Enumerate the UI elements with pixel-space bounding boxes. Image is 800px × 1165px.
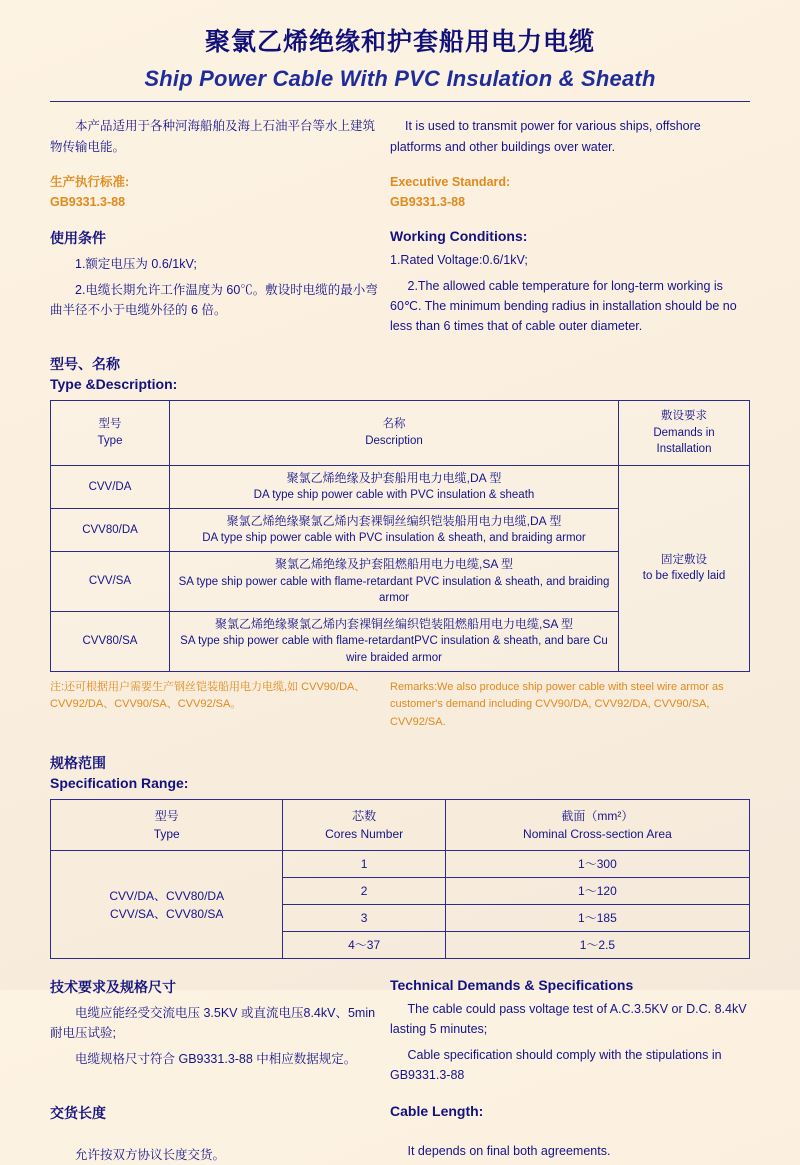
- row-type-2: CVV/SA: [51, 552, 170, 612]
- specification-range-table: [50, 799, 750, 959]
- range-area-2: 1～185: [445, 905, 749, 932]
- range-type-0: CVV/DA、CVV80/DA: [109, 888, 225, 903]
- working-conditions-line1-cn: 1.额定电压为 0.6/1kV;: [75, 257, 197, 271]
- header-type: [51, 401, 170, 466]
- header-divider: [50, 101, 750, 102]
- demands-cell: [619, 466, 750, 672]
- note-en: Remarks:We also produce ship power cable with steel wire armor as customer's demand including CVV90/DA, CVV92/DA, CVV90/SA, CVV92/SA.: [390, 680, 724, 728]
- technical-line1-en: The cable could pass voltage test of A.C.3.5KV or D.C. 8.4kV lasting 5 minutes;: [390, 1002, 747, 1037]
- technical-line2-en: Cable specification should comply with the stipulations in GB9331.3-88: [390, 1048, 722, 1083]
- type-section-heading: [50, 354, 750, 392]
- working-conditions-line2-cn: 2.电缆长期允许工作温度为 60℃。敷设时电缆的最小弯曲半径不小于电缆外径的 6 倍。: [50, 283, 378, 317]
- header-range-type-en: Type: [153, 827, 180, 842]
- row-type-1: CVV80/DA: [51, 509, 170, 552]
- technical-cn: [50, 977, 390, 1085]
- working-conditions-cn: [50, 212, 390, 336]
- demands-value-cn: 固定敷设: [661, 553, 707, 566]
- executive-standard-en: [390, 173, 750, 212]
- cable-length-en: [390, 1103, 750, 1165]
- header-demands-cn: 敷设要求: [661, 410, 707, 422]
- header-description-cn: 名称: [382, 418, 406, 431]
- row-description-1: [170, 509, 619, 552]
- technical-title-cn: 技术要求及规格尺寸: [50, 979, 176, 996]
- working-conditions-section: [50, 212, 750, 336]
- header-range-cores-en: Cores Number: [325, 827, 404, 842]
- row-description-cn-1: 聚氯乙烯绝缘聚氯乙烯内套裸铜丝编织铠装船用电力电缆,DA 型: [226, 514, 562, 529]
- demands-value-en: to be fixedly laid: [642, 570, 726, 583]
- row-description-en-3: SA type ship power cable with flame-retardantPVC insulation & sheath, and bare Cu wire braided armor: [180, 635, 608, 664]
- header-demands-en2: Installation: [656, 443, 712, 456]
- cable-length-section: [50, 1103, 750, 1165]
- row-description-cn-3: 聚氯乙烯绝缘聚氯乙烯内套裸铜丝编织铠装阻燃船用电力电缆,SA 型: [214, 616, 574, 631]
- page-title-cn: 聚氯乙烯绝缘和护套船用电力电缆: [204, 28, 595, 56]
- executive-standard-label-en: Executive Standard:: [390, 175, 511, 190]
- header-demands-en1: Demands in: [653, 426, 715, 439]
- table-header-row: [51, 401, 750, 466]
- header-range-type-cn: 型号: [154, 809, 179, 824]
- technical-en: [390, 977, 750, 1085]
- intro-chinese-column: [50, 116, 390, 212]
- row-type-3: CVV80/SA: [51, 611, 170, 671]
- row-description-en-2: SA type ship power cable with flame-retardant PVC insulation & sheath, and braiding armor: [178, 575, 610, 605]
- header-range-cores: [283, 800, 445, 851]
- header-range-area: [445, 800, 749, 851]
- table-row: [51, 466, 750, 509]
- range-area-1: 1～120: [445, 878, 749, 905]
- header-range-area-en: Nominal Cross-section Area: [523, 827, 672, 842]
- type-table-notes: [50, 679, 750, 732]
- range-cores-3: 4～37: [283, 932, 445, 959]
- header-type-cn: 型号: [98, 418, 122, 431]
- row-description-cn-2: 聚氯乙烯绝缘及护套阻燃船用电力电缆,SA 型: [274, 557, 513, 572]
- type-section-title-en: Type &Description:: [50, 376, 178, 392]
- header-range-area-cn: 截面（mm²）: [561, 809, 634, 824]
- working-conditions-en: [390, 212, 750, 336]
- header-range-cores-cn: 芯数: [352, 809, 377, 824]
- header-description: [170, 401, 619, 466]
- table-header-row: [51, 800, 750, 851]
- cable-length-text-cn: 允许按双方协议长度交货。: [75, 1148, 226, 1163]
- spec-range-title-en: Specification Range:: [50, 775, 189, 792]
- row-type-0: CVV/DA: [51, 466, 170, 509]
- header-range-type: [51, 800, 283, 851]
- header-description-en: Description: [365, 435, 423, 447]
- intro-text-en: It is used to transmit power for various ships, offshore platforms and other buildings over water.: [390, 119, 701, 154]
- intro-english-column: [390, 116, 750, 212]
- working-conditions-line1-en: 1.Rated Voltage:0.6/1kV;: [390, 253, 528, 267]
- intro-section: [50, 116, 750, 212]
- working-conditions-line2-en: 2.The allowed cable temperature for long-term working is 60℃. The minimum bending radius in installation should be no less than 6 times that of cable outer diameter.: [390, 279, 737, 333]
- header-demands: [619, 401, 750, 466]
- range-cores-0: 1: [283, 851, 445, 878]
- row-description-en-0: DA type ship power cable with PVC insulation & sheath: [253, 489, 535, 502]
- range-cores-2: 3: [283, 905, 445, 932]
- executive-standard-value-cn: GB9331.3-88: [50, 194, 126, 209]
- executive-standard-label-cn: 生产执行标准:: [50, 175, 130, 190]
- working-conditions-title-en: Working Conditions:: [390, 228, 528, 244]
- spec-range-title-cn: 规格范围: [50, 755, 106, 772]
- page-header: [0, 0, 800, 102]
- technical-line1-cn: 电缆应能经受交流电压 3.5KV 或直流电压8.4kV、5min 耐电压试验;: [50, 1006, 376, 1041]
- technical-title-en: Technical Demands & Specifications: [390, 977, 634, 994]
- working-conditions-title-cn: 使用条件: [50, 230, 106, 246]
- executive-standard-value-en: GB9331.3-88: [390, 194, 466, 209]
- range-cores-1: 2: [283, 878, 445, 905]
- page-title-en: Ship Power Cable With PVC Insulation & Sheath: [144, 66, 656, 91]
- executive-standard-cn: [50, 173, 378, 212]
- row-description-cn-0: 聚氯乙烯绝缘及护套船用电力电缆,DA 型: [286, 471, 502, 486]
- intro-text-cn: 本产品适用于各种河海船舶及海上石油平台等水上建筑物传输电能。: [50, 119, 376, 154]
- cable-length-cn: [50, 1103, 390, 1165]
- cable-length-title-en: Cable Length:: [390, 1103, 484, 1120]
- technical-section: [50, 977, 750, 1085]
- note-cn: 注:还可根据用户需要生产钢丝铠装船用电力电缆,如 CVV90/DA、CVV92/DA、CVV90/SA、CVV92/SA。: [50, 680, 366, 711]
- type-section-title-cn: 型号、名称: [50, 356, 120, 372]
- technical-line2-cn: 电缆规格尺寸符合 GB9331.3-88 中相应数据规定。: [75, 1052, 357, 1067]
- cable-length-title-cn: 交货长度: [50, 1105, 106, 1122]
- row-description-en-1: DA type ship power cable with PVC insulation & sheath, and braiding armor: [202, 532, 586, 545]
- range-type-1: CVV/SA、CVV80/SA: [110, 906, 224, 921]
- spec-range-heading: [50, 753, 750, 791]
- table-row: [51, 851, 750, 878]
- range-area-0: 1～300: [445, 851, 749, 878]
- row-description-2: [170, 552, 619, 612]
- header-type-en: Type: [97, 435, 123, 447]
- range-area-3: 1～2.5: [445, 932, 749, 959]
- row-description-3: [170, 611, 619, 671]
- type-description-table: [50, 400, 750, 672]
- cable-length-text-en: It depends on final both agreements.: [407, 1144, 611, 1159]
- row-description-0: [170, 466, 619, 509]
- range-type-cell: [51, 851, 283, 959]
